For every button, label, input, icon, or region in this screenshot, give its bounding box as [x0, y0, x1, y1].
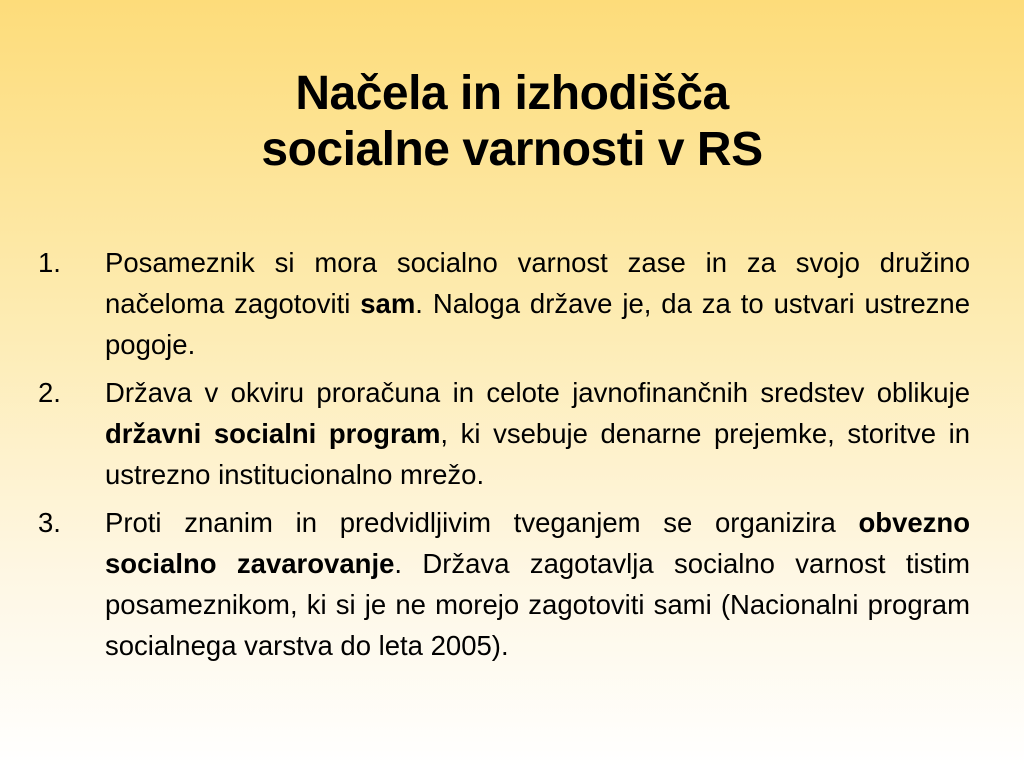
text-part: . Naloga države je, da za to ustvari ustrezne pogoje. — [105, 288, 970, 360]
text-part: Posameznik si mora socialno varnost zase in za svojo družino načeloma zagotoviti — [105, 247, 970, 319]
list-item-number: 2. — [38, 377, 61, 408]
slide-title — [0, 66, 1024, 178]
list-item-2 — [30, 372, 970, 495]
slide-title-line-1: Načela in izhodišča — [295, 67, 729, 120]
list-item-text — [105, 372, 970, 495]
emphasis-text: sam — [360, 288, 416, 319]
emphasis-text: državni socialni program — [105, 418, 441, 449]
principles-list — [30, 242, 970, 666]
list-item-number: 1. — [38, 247, 61, 278]
list-item-1 — [30, 242, 970, 365]
text-part: , ki vsebuje denarne prejemke, storitve in ustrezno institucionalno mrežo. — [105, 418, 970, 490]
list-item-text — [105, 242, 970, 365]
text-part: Proti znanim in predvidljivim tveganjem se organizira — [105, 507, 859, 538]
text-part: . Država zagotavlja socialno varnost tistim posameznikom, ki si je ne morejo zagotoviti sami (Nacionalni program socialnega varstva do leta 2005). — [105, 548, 970, 661]
list-item-text — [105, 502, 970, 666]
list-item-number: 3. — [38, 507, 61, 538]
list-item-3 — [30, 502, 970, 666]
text-part: Država v okviru proračuna in celote javnofinančnih sredstev oblikuje — [105, 377, 970, 408]
slide-title-line-2: socialne varnosti v RS — [261, 123, 763, 176]
emphasis-text: obvezno socialno zavarovanje — [105, 507, 970, 579]
